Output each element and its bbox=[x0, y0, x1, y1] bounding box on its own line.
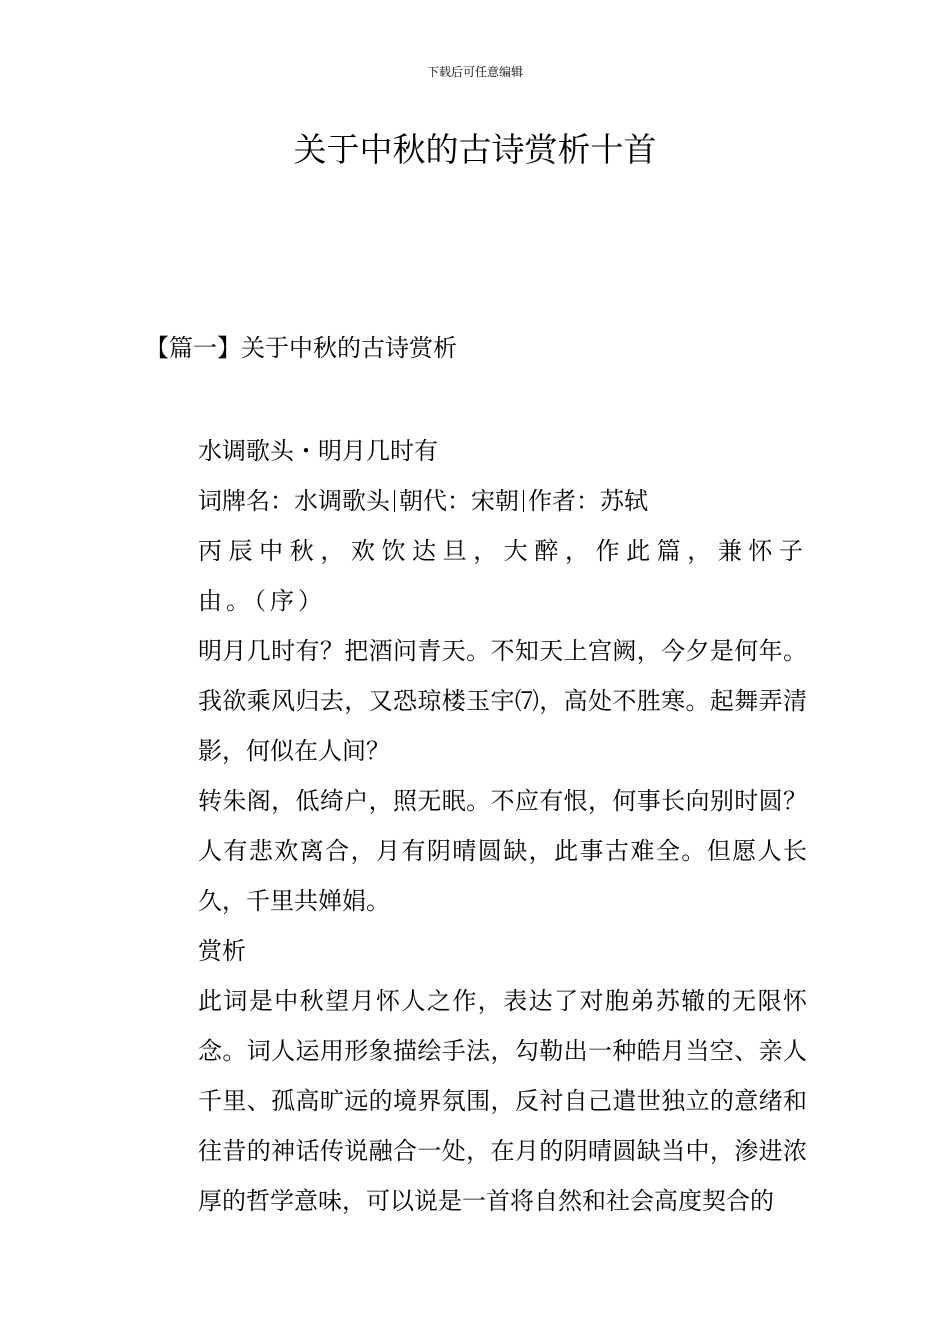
poem-preface: 丙辰中秋，欢饮达旦，大醉，作此篇，兼怀子由。（序） bbox=[198, 537, 807, 615]
cipai-label: 词牌名： bbox=[198, 487, 294, 515]
header-note: 下载后可任意编辑 bbox=[426, 65, 523, 79]
dynasty-value: 宋朝 bbox=[471, 487, 519, 515]
analysis-heading: 赏析 bbox=[198, 937, 246, 965]
poem-meta bbox=[145, 476, 807, 526]
poem-stanza-1: 明月几时有？把酒问青天。不知天上宫阙，今夕是何年。我欲乘风归去，又恐琼楼玉宇⑺，高处不胜寒。起舞弄清影，何似在人间？ bbox=[198, 637, 807, 765]
cipai-value: 水调歌头 bbox=[294, 487, 390, 515]
poem-stanza-2: 转朱阁，低绮户，照无眠。不应有恨，何事长向别时圆？人有悲欢离合，月有阴晴圆缺，此事古难全。但愿人长久，千里共婵娟。 bbox=[198, 787, 807, 915]
author-label: 作者： bbox=[528, 487, 600, 515]
dynasty-label: 朝代： bbox=[399, 487, 471, 515]
meta-separator bbox=[523, 490, 524, 512]
section-heading: 【篇一】关于中秋的古诗赏析 bbox=[145, 334, 457, 362]
poem-title: 水调歌头・明月几时有 bbox=[198, 437, 438, 465]
author-value: 苏轼 bbox=[600, 487, 648, 515]
document-title: 关于中秋的古诗赏析十首 bbox=[293, 130, 657, 169]
meta-separator bbox=[394, 490, 395, 512]
analysis-text: 此词是中秋望月怀人之作，表达了对胞弟苏辙的无限怀念。词人运用形象描绘手法，勾勒出一种皓月当空、亲人千里、孤高旷远的境界氛围，反衬自己遣世独立的意绪和往昔的神话传说融合一处，在月的阴晴圆缺当中，渗进浓厚的哲学意味，可以说是一首将自然和社会高度契合的 bbox=[198, 987, 807, 1215]
document-body bbox=[145, 426, 807, 1226]
